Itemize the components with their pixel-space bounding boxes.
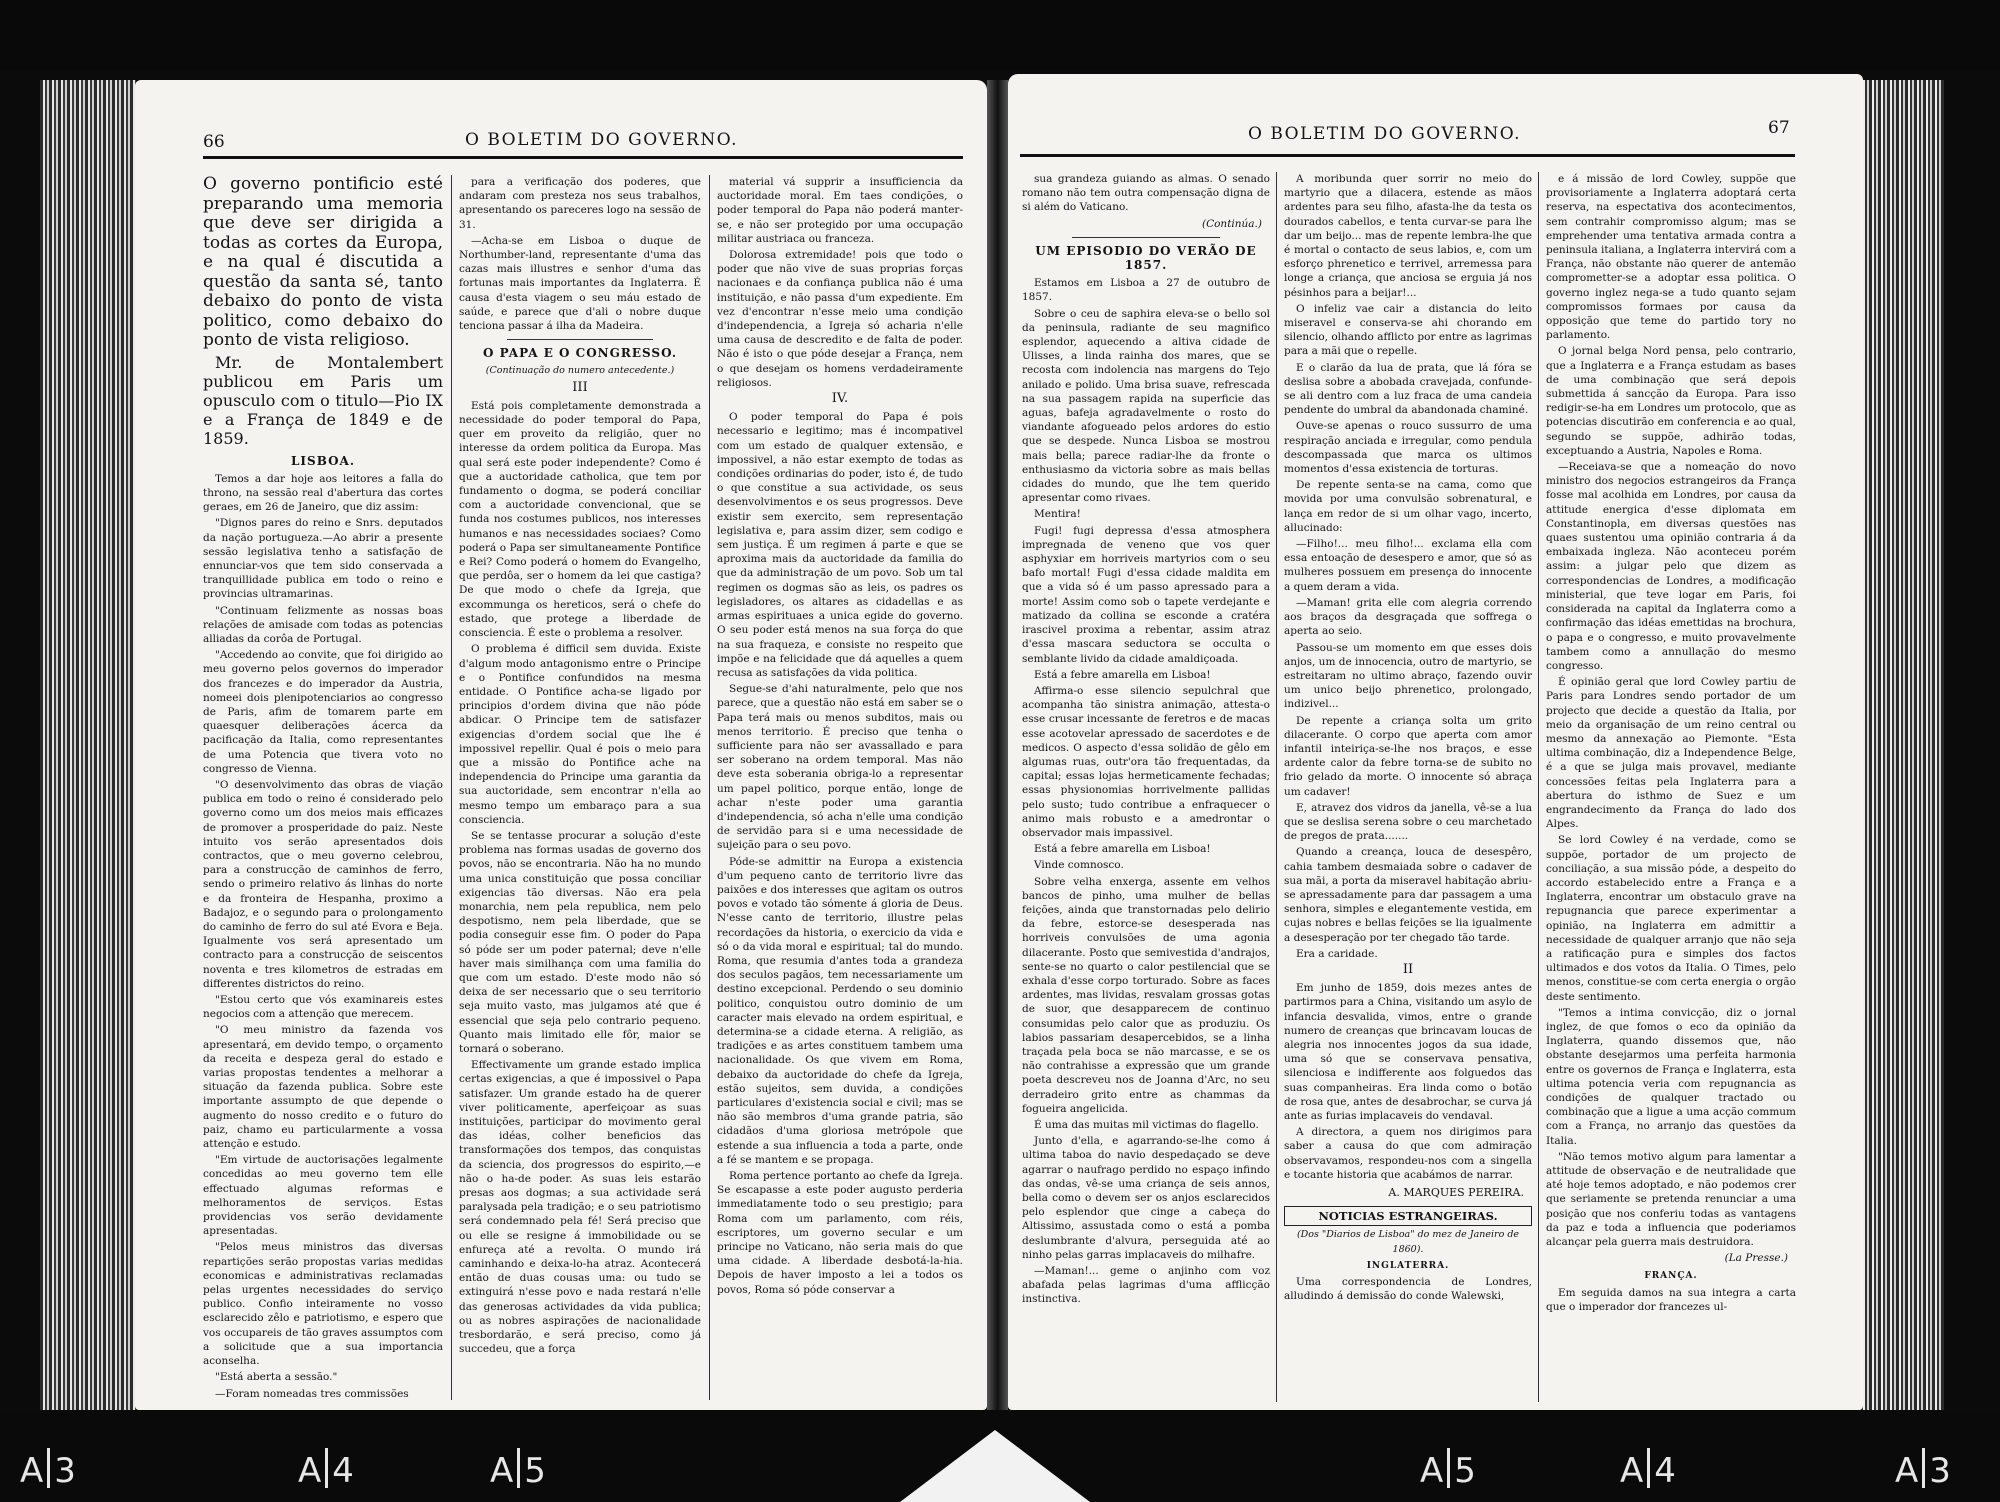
header-rule-right xyxy=(1020,154,1795,157)
author-signature: A. MARQUES PEREIRA. xyxy=(1388,1186,1524,1200)
section-title-episodio: UM EPISODIO DO VERÃO DE 1857. xyxy=(1035,243,1257,273)
left-page xyxy=(135,80,987,1410)
paragraph: sua grandeza guiando as almas. O senado romano não tem outra compensação digna de si além do Vaticano. xyxy=(1022,173,1270,214)
scan-mark: A 4 xyxy=(298,1448,354,1491)
source-note: (La Presse.) xyxy=(1724,1252,1788,1265)
paragraph: O jornal belga Nord pensa, pelo contrario, que a Inglaterra e a França estudam as bases de uma combinação que será depois submettida á sancção da Europa. Para isso redigir-se-ha em Londres um protocolo, que as potencias discutirão em conferencia e ao qual, segundo se suppõe, adhirão todas, exceptuando a Austria, Napoles e Roma. xyxy=(1546,345,1796,457)
paragraph: De repente senta-se na cama, como que movida por uma convulsão sobrenatural, e lança em redor de si um olhar vago, incerto, allucinado: xyxy=(1284,479,1532,534)
paragraph: —Maman!... geme o anjinho com voz abafada pelas lagrimas d'uma afflicção instinctiva. xyxy=(1022,1265,1270,1306)
paragraph: Em seguida damos na sua integra a carta que o imperador dor francezes ul- xyxy=(1546,1286,1796,1313)
running-header-right: O BOLETIM DO GOVERNO. xyxy=(1248,124,1522,144)
book-gutter xyxy=(987,80,1008,1420)
paragraph: Quando a creança, louca de desespêro, cahia tambem desmaiada sobre o cadaver de sua mãi, a porta da miseravel habitação abriu-se apressadamente para dar passagem a uma senhora, simples e elegantemente vestida, em cujas nobres e bellas feições se lia igualmente a desesperação por ter chegado tão tarde. xyxy=(1284,846,1532,944)
roman-numeral-iii: III xyxy=(572,379,588,395)
paragraph: "Estou certo que vós examinareis estes negocios com a attenção que merecem. xyxy=(203,994,443,1021)
paragraph-list xyxy=(1022,172,1270,215)
paragraph: O poder temporal do Papa é pois necessario e legitimo; mas é incompativel com um estado de qualquer extensão, e impossivel, a não estar exempto de todas as condições ordinarias do poder, isto é, de tudo o que constitue a sua actividade, os seus desenvolvimentos e os seus progressos. Deve existir sem exercito, sem representação legislativa e, para assim dizer, sem codigo e sem justiça. É um regimen á parte e que se aproxima mais da auctoridade da familia do que da administração de um povo. Sob um tal regimen os dogmas são as leis, os padres os legisladores, os altares as cidadellas e as armas espirituaes a unica egide do governo. O seu poder está menos na sua força do que na sua fraqueza, e consiste no respeito que impõe e na felicidade que dá aquelles a quem recusa as satisfações da vida politica. xyxy=(717,411,963,679)
column-rule xyxy=(1276,172,1277,1402)
paragraph: Effectivamente um grande estado implica certas exigencias, a que é impossivel o Papa satisfazer. Um grande estado ha de querer viver politicamente, aperfeiçoar as suas instituições, participar do movimento geral das idéas, colher beneficios das transformações dos tempos, das conquistas da sciencia, dos progressos do espirito,—e não o ha-de poder. As suas leis estarão presas aos dogmas; a sua actividade será paralysada pela tradição; e o seu patriotismo será condemnado pela fé! Será preciso que ou elle se resigne á immobilidade ou se enfureça até a revolta. O mundo irá caminhando e deixa-lo-ha atraz. Acontecerá então de duas cousas uma: ou tudo se extinguirá n'esse povo e nada restará n'elle das generosas actividades da vida publica; ou as nobres aspirações de nacionalidade tresbordarão, e será preciso, como já succedeu, que a força xyxy=(459,1059,701,1356)
header-rule-left xyxy=(203,156,963,159)
paragraph: material vá supprir a insufficiencia da auctoridade moral. Em taes condições, o poder temporal do Papa não poderá manter-se, e não ser protegido por uma occupação militar austriaca ou franceza. xyxy=(717,176,963,245)
right-column-1 xyxy=(1022,172,1270,1402)
paragraph: Uma correspondencia de Londres, alludindo á demissão do conde Walewski, xyxy=(1284,1276,1532,1303)
paragraph: "Continuam felizmente as nossas boas relações de amisade com todas as potencias alliadas da corôa de Portugal. xyxy=(203,604,443,645)
paragraph: É uma das muitas mil victimas do flagello. xyxy=(1034,1119,1259,1131)
paragraph: —Foram nomeadas tres commissões xyxy=(215,1387,409,1400)
paragraph: "Não temos motivo algum para lamentar a attitude de observação e de neutralidade que até hoje temos adoptado, e não podemos crer que seriamente se pretenda renunciar a uma posição que nos conferiu todas as vantagens da paz e toda a influencia que poderiamos alcançar pela guerra mais destruidora. xyxy=(1546,1150,1796,1249)
paragraph: A directora, a quem nos dirigimos para saber a causa do que com admiração observavamos, respondeu-nos com a singella e tocante historia que acabámos de narrar. xyxy=(1284,1126,1532,1181)
paragraph: e á missão de lord Cowley, suppõe que provisoriamente a Inglaterra adoptará certa reserva, na espectativa dos acontecimentos, sem contrahir compromisso algum; mas se emprehender uma tentativa armada contra a peninsula italiana, a Inglaterra intervirá com a França, não obstante não querer de antemão comprometter-se a adoptar essa politica. O governo inglez nega-se a tudo quanto sejam compromissos formaes por causa da opposição que teme do partido tory no parlamento. xyxy=(1546,173,1796,342)
country-heading-inglaterra: INGLATERRA. xyxy=(1366,1260,1450,1271)
column-rule xyxy=(451,175,452,1400)
paragraph: —Filho!... meu filho!... exclama ella com essa entoação de desespero e amor, que só as mulheres possuem em presença do innocente a quem deram a vida. xyxy=(1284,538,1532,593)
page-number-left: 66 xyxy=(203,132,225,152)
paragraph: "Accedendo ao convite, que foi dirigido ao meu governo pelos governos do imperador dos francezes e do imperador da Austria, nomeei dois plenipotenciarios ao congresso de Paris, afim de tomarem parte em quaesquer deliberações ácerca da pacificação da Italia, como representantes de uma Potencia que tivera voto no congresso de Vienna. xyxy=(203,649,443,775)
paragraph: Affirma-o esse silencio sepulchral que acompanha tão sinistra animação, attesta-o esse crusar incessante de feretros e de macas esse acotovelar apressado de sacerdotes e de medicos. O aspecto d'essa solidão de gêlo em algumas ruas, outr'ora tão frequentadas, da capital; essas lojas hermeticamente fechadas; essas physionomias horrivelmente pallidas pelo susto; tudo contribue a enfraquecer o animo mais robusto e a amedrontar o observador mais impassivel. xyxy=(1022,684,1270,839)
paragraph: "Está aberta a sessão." xyxy=(215,1371,338,1384)
paragraph: —Receiava-se que a nomeação do novo ministro dos negocios estrangeiros da França fosse mal acolhida em Londres, por causa da attitude energica d'esse diplomata em Constantinopla, em diversas questões nas quaes sustentou uma opinião contraria á da embaixada ingleza. Não aconteceu porém assim: a julgar pelo que dizem as correspondencias de Londres, a modificação ministerial, que teve logar em Paris, foi considerada na capital da Inglaterra como a confirmação das idéas emettidas na brochura, o papa e o congresso, e muito provavelmente tambem como a annullação do mesmo congresso. xyxy=(1546,461,1796,672)
running-header-left: O BOLETIM DO GOVERNO. xyxy=(465,130,739,150)
paragraph: Passou-se um momento em que esses dois anjos, um de innocencia, outro de martyrio, se estreitaram no ultimo abraço, fazendo ouvir um unico beijo phrenetico, prolongado, indizivel... xyxy=(1284,641,1532,711)
section-subtitle: (Dos "Diarios de Lisboa" do mez de Janeiro de 1860). xyxy=(1296,1229,1520,1255)
paragraph: "O meu ministro da fazenda vos apresentará, em devido tempo, o orçamento da receita e despeza geral do estado e varias propostas tendentes a melhorar a situação da fazenda publica. Sobre este importante assumpto de que depende o augmento do nosso credito e o futuro do paiz, chamo eu particularmente a vossa attenção e estudo. xyxy=(203,1024,443,1151)
paragraph: Estamos em Lisboa a 27 de outubro de 1857. xyxy=(1022,277,1270,304)
right-page xyxy=(1008,74,1863,1410)
paragraph-list xyxy=(1284,172,1532,961)
country-heading-franca: FRANÇA. xyxy=(1644,1271,1698,1282)
paragraph: Em junho de 1859, dois mezes antes de partirmos para a China, visitando um asylo de infancia desvalida, vimos, entre o grande numero de creanças que brincavam loucas de alegria nos innocentes jogos da sua idade, uma só que se conservava pensativa, silenciosa e indifferente aos folguedos das suas companheiras. Era linda como o botão de rosa que, antes de desabrochar, se curva já ante as furias implacaveis do vendaval. xyxy=(1284,982,1532,1122)
paragraph: Se se tentasse procurar a solução d'este problema nas formas usadas de governo dos povos, não se encontraria. Não ha no mundo uma unica constituição que possa conciliar exigencias tão diversas. Não era pela monarchia, nem pela republica, nem pelo despotismo, nem pela liberdade, que se podia conseguir esse fim. O poder do Papa só póde ser um poder paternal; deve n'elle haver mais similhança com uma familia do que com um estado. D'este modo não só deixa de ser necessario que o seu territorio seja muito vasto, mas julgamos até que é essencial que seja pelo contrario pequeno. Quanto mais limitado elle fôr, maior se tornará o soberano. xyxy=(459,829,701,1055)
scan-mark: A 5 xyxy=(1420,1448,1476,1491)
page-number-right: 67 xyxy=(1768,118,1790,138)
section-title-papa-congresso: O PAPA E O CONGRESSO. xyxy=(482,346,678,361)
roman-numeral-iv: IV. xyxy=(831,391,849,407)
continua-note: (Continúa.) xyxy=(1201,217,1262,230)
lead-paragraph-2: Mr. de Montalembert publicou em Paris um opusculo com o titulo—Pio IX e a França de 1849 e de 1859. xyxy=(203,352,443,448)
paragraph-list xyxy=(459,175,701,333)
paragraph: Mentira! xyxy=(1034,508,1081,521)
paragraph: Sobre o ceu de saphira eleva-se o bello sol da peninsula, radiante de seu magnifico esplendor, aquecendo a altiva cidade de Ulisses, a linda rainha dos mares, que se recosta com indolencia nas margens do Tejo anilado e polido. Uma brisa suave, refrescada na sua passagem rapida na superficie das aguas, bafeja agradavelmente o rosto do viandante afogueado pelos ardores do estio que se despede. Nunca Lisboa se mostrou mais bella; parece radiar-lhe da fronte o enthusiasmo da victoria sobre as mais bellas cidades do mundo, que lhe tem querido apresentar como rivaes. xyxy=(1022,307,1270,505)
paragraph-list xyxy=(1022,276,1270,1306)
section-title-lisboa: LISBOA. xyxy=(290,453,356,468)
paragraph: E o clarão da lua de prata, que lá fóra se deslisa sobre a abobada cravejada, confunde-se ali dentro com a luz fraca de uma candeia pendente do umbral da abandonada chaminé. xyxy=(1284,361,1532,417)
paragraph: E, atravez dos vidros da janella, vê-se a lua que se deslisa serena sobre o ceu marchetado de pregos de prata....... xyxy=(1284,801,1532,843)
paragraph-list xyxy=(1546,172,1796,1249)
paragraph: De repente a criança solta um grito dilacerante. O corpo que aperta com amor infantil inteiriça-se-lhe nos braços, e esse ardente calor da febre torna-se de subito no frio gelado da morte. O innocente só abraça um cadaver! xyxy=(1284,714,1532,798)
paragraph: Segue-se d'ahi naturalmente, pelo que nos parece, que a questão não está em saber se o Papa terá mais ou menos subditos, mais ou menos territorio. É preciso que tenha o sufficiente para não ser avassallado e para ser soberano na ordem temporal. Mas não deve esta soberania obriga-lo a representar um papel politico, porque então, longe de achar n'este poder uma garantia d'independencia, só acha n'elle uma condição de servidão para si e uma necessidade de sujeição para o seu povo. xyxy=(717,683,963,852)
paragraph: O problema é difficil sem duvida. Existe d'algum modo antagonismo entre o Principe e o Pontifice confundidos na mesma entidade. O Pontifice acha-se ligado por principios d'ordem divina que não póde abdicar. O Principe tem de satisfazer exigencias d'ordem social que lhe é impossivel repellir. Qual é pois o meio para que a missão do Pontifice ache na independencia do Principe uma garantia da sua auctoridade, sem encontrar n'ella ao mesmo tempo um embaraço para a sua consciencia. xyxy=(459,643,701,826)
paragraph: Sobre velha enxerga, assente em velhos bancos de pinho, uma mulher de bellas feições, ainda que transtornadas pelo delirio da febre, estorce-se desesperada nas horriveis convulsões de uma agonia dilacerante. Posto que semivestida d'andrajos, sente-se no quarto o calor pestilencial que se exhala d'esse corpo torturado. Sobre as faces ardentes, mas lividas, resvalam grossas gotas de suor, que desapparecem de continuo consumidas pelo calor que as produziu. Os labios passariam desapercebidos, se a linha traçada pela boca se não marcasse, e se os não contrahisse a expressão que um grande poeta descreveu nos de Joanna d'Arc, no seu derradeiro grito entre as chammas da fogueira angelicida. xyxy=(1022,875,1270,1115)
paragraph: "O desenvolvimento das obras de viação publica em todo o reino é considerado pelo governo como um dos meios mais efficazes de promover a prosperidade do paiz. Neste intuito vos serão apresentados dois contractos, que o meu governo celebrou, para a construcção de caminhos de ferro, sendo o primeiro relativo ás linhas do norte e da fronteira de Hespanha, proximo a Badajoz, e o segundo para o prolongamento do caminho de ferro do sul até Evora e Beja. Igualmente vos será apresentado um contracto para a construcção de seiscentos noventa e tres kilometros de estradas em differentes districtos do reino. xyxy=(203,778,443,990)
paragraph: para a verificação dos poderes, que andaram com presteza nos seus trabalhos, apresentando os pareceres logo na sessão de 31. xyxy=(459,176,701,231)
paragraph: Temos a dar hoje aos leitores a falla do throno, na sessão real d'abertura das cortes geraes, em 26 de Janeiro, que diz assim: xyxy=(203,472,443,514)
left-column-1 xyxy=(203,175,443,1400)
paragraph: É opinião geral que lord Cowley partiu de Paris para Londres sendo portador de um projecto que decide a questão da Italia, por meio da organisação de um reino central ou mesmo da annexação ao Piemonte. "Esta ultima combinação, diz a Independence Belge, é a que se julga mais provavel, mediante concessões feitas pela Inglaterra para a abertura do isthmo de Suez e um engrandecimento da França do lado dos Alpes. xyxy=(1546,676,1796,831)
divider xyxy=(1072,237,1221,238)
paragraph-list xyxy=(1284,1275,1532,1303)
paragraph: Fugi! fugi depressa d'essa atmosphera impregnada de veneno que vos quer asphyxiar em horriveis martyrios com o seu bafo mortal! Fugi d'essa cidade maldita em que a vida só é um passo apressado para a morte! Assim como sob o tapete verdejante e matizado da collina se esconde a cratéra irascivel proxima a rebentar, assim atraz d'essa mascara seductora se occulta o semblante livido da cidade amaldiçoada. xyxy=(1022,524,1270,665)
paragraph: Se lord Cowley é na verdade, como se suppõe, portador de um projecto de conciliação, a sua missão póde, a despeito do accordo estabelecido entre a França e a Inglaterra, encontrar um obstaculo grave na repugnancia que parece experimentar a opinião, na Inglaterra em admittir a necessidade de qualquer arranjo que não seja a ratificação pura e simples dos factos ultimados e dos votos da Italia. O Times, pelo menos, constitue-se com certa energia o orgão deste sentimento. xyxy=(1546,834,1796,1003)
scan-mark: A 4 xyxy=(1620,1448,1676,1491)
right-column-3 xyxy=(1546,172,1796,1402)
paragraph: Ouve-se apenas o rouco sussurro de uma respiração anciada e irregular, como pendula descompassada que marca os ultimos momentos d'essa existencia de torturas. xyxy=(1284,420,1532,476)
roman-numeral-ii: II xyxy=(1402,961,1414,977)
page-edges-left xyxy=(40,80,136,1410)
paragraph: Está a febre amarella em Lisboa! xyxy=(1034,668,1211,681)
divider xyxy=(507,339,652,340)
column-rule xyxy=(709,175,710,1400)
section-title-noticias-estrangeiras: NOTICIAS ESTRANGEIRAS. xyxy=(1284,1206,1532,1226)
paragraph: Junto d'ella, e agarrando-se-lhe como á ultima taboa do navio despedaçado se deve agarrar o naufrago perdido no espaço infindo das ondas, vê-se uma criança de seis annos, bella como o devem ser os anjos esclarecidos pelo esplendor que cinge a cabeça do Altissimo, assustada como o está a pomba deslumbrante d'alvura, perseguida até ao ninho pelas garras implacaveis do milhafre. xyxy=(1022,1135,1270,1261)
scan-mark: A 3 xyxy=(20,1448,76,1491)
paragraph: Póde-se admittir na Europa a existencia d'um pequeno canto de territorio livre das paixões e dos interesses que agitam os outros povos e votado tão sómente á gloria de Deus. N'esse canto de territorio, illustre pelas recordações da historia, o exercicio da vida e só o da vida moral e espiritual; tal do mundo. Roma, que resumia d'antes toda a grandeza dos seculos pagãos, tem necessariamente um destino excepcional. Perdendo o seu dominio politico, conquistou outro dominio de um caracter mais elevado na ordem espiritual, e determina-se a cidade eterna. A religião, as tradições e as artes constituem tambem uma nacionalidade. Os que vivem em Roma, debaixo da auctoridade do chefe da Igreja, estão sujeitos, sem duvida, a condições particulares d'existencia social e civil; mas se não são membros d'uma grande patria, são cidadãos d'uma gloriosa metrópole que estende a sua influencia a toda a parte, onde a fé se mantem e se propaga. xyxy=(717,855,963,1166)
paragraph: Está a febre amarella em Lisboa! xyxy=(1034,843,1211,856)
lead-paragraph: O governo pontificio esté preparando uma memoria que deve ser dirigida a todas as cortes da Europa, e na qual é discutida a questão da santa sé, tanto debaixo do ponto de vista politico, como debaixo do ponto de vista religioso. xyxy=(203,175,443,350)
paragraph: Dolorosa extremidade! pois que todo o poder que não vive de suas proprias forças nacionaes e da confiança publica não é uma instituição, e não passa d'um expediente. Em vez d'encontrar n'esse meio uma condição d'independencia, a Igreja só acharia n'elle uma causa de descredito e de falta de poder. Não é isto o que póde desejar a França, nem o que desejam os homens verdadeiramente religiosos. xyxy=(717,249,963,389)
paragraph-list xyxy=(1284,981,1532,1182)
paragraph: Está pois completamente demonstrada a necessidade do poder temporal do Papa, quer em proveito da religião, quer no interesse da ordem politica da Europa. Mas qual será este poder independente? Como é que a auctoridade catholica, que tem por fundamento o dogma, se poderá conciliar com a auctoridade convencional, que se funda nos costumes publicos, nos interesses humanos e nas necessidades sociaes? Como poderá o Papa ser simultaneamente Pontifice e Rei? Como poderá o homem do Evangelho, que perdôa, ser o homem da lei que castiga? De que modo o chefe da Igreja, que excommunga os hereticos, será o chefe do estado, que protege a liberdade de consciencia. É este o problema a resolver. xyxy=(459,399,701,640)
paragraph-list xyxy=(203,472,443,1400)
paragraph: "Temos a intima convicção, diz o jornal inglez, de que fomos o eco da opinião da Inglaterra, quando dissemos que, não obstante desejarmos uma perfeita harmonia entre os governos de França e Inglaterra, esta ultima potencia veria com repugnancia as condições de qualquer tractado ou combinação que a ligue a uma acção commum com a França, no arranjo das questões da Italia. xyxy=(1546,1006,1796,1147)
paragraph: —Maman! grita elle com alegria correndo aos braços da desgraçada que soffrega o aperta ao seio. xyxy=(1284,596,1532,638)
paragraph: Vinde comnosco. xyxy=(1034,859,1124,872)
scan-mark: A 5 xyxy=(490,1448,546,1491)
paragraph-list xyxy=(459,399,701,1357)
left-column-2 xyxy=(459,175,701,1400)
scan-border-top xyxy=(0,0,2000,70)
page-edges-right xyxy=(1858,80,1944,1410)
paragraph: A moribunda quer sorrir no meio do martyrio que a dilacera, estende as mãos ardentes para seu filho, afasta-lhe da testa os dourados cabellos, e tenta curvar-se para lhe dar um beijo... mas de repente lembra-lhe que é mortal o contacto de seus labios, e, com um esforço phrenetico e terrivel, arremessa para longe a criança, que anciosa se erguia já nos pésinhos para a beijar!... xyxy=(1284,173,1532,299)
paragraph: "Dignos pares do reino e Snrs. deputados da nação portugueza.—Ao abrir a presente sessão legislativa tenho a satisfação de ennunciar-vos que tem sido conservada a tranquillidade publica em todo o reino e provincias ultramarinas. xyxy=(203,517,443,601)
left-column-3 xyxy=(717,175,963,1400)
paragraph: "Pelos meus ministros das diversas repartições serão propostas varias medidas economicas e administrativas reclamadas pelas urgentes necessidades do serviço publico. Confio inteiramente no vosso esclarecido zêlo e patriotismo, e espero que vos occupareis de tão graves assumptos com a solicitude que a sua importancia aconselha. xyxy=(203,1241,443,1368)
paragraph: O infeliz vae cair a distancia do leito miseravel e conserva-se ahi chorando em silencio, olhando afflicto por entre as lagrimas para a mãi que o repelle. xyxy=(1284,302,1532,358)
column-rule xyxy=(1538,172,1539,1402)
scan-mark: A 3 xyxy=(1895,1448,1951,1491)
right-column-2 xyxy=(1284,172,1532,1402)
paragraph: —Acha-se em Lisboa o duque de Northumber-land, representante d'uma das cazas mais illustres e senhor d'uma das fortunas mais importantes da Inglaterra. É causa d'esta viagem o seu máu estado de saúde, e parece que d'ali o nobre duque tenciona passar á ilha da Madeira. xyxy=(459,234,701,333)
paragraph: Roma pertence portanto ao chefe da Igreja. Se escapasse a este poder augusto perderia immediatamente todo o seu prestigio; para Roma com um parlamento, com réis, escriptores, um governo secular e um principe no Vaticano, não seria mais do que uma cidade. A liberdade desbotá-la-hia. Depois de haver imposto a lei a todos os povos, Roma só póde conservar a xyxy=(717,1170,963,1296)
paragraph: "Em virtude de auctorisações legalmente concedidas ao meu governo tem elle effectuado algumas reformas e melhoramentos de serviços. Estas providencias vos serão devidamente apresentadas. xyxy=(203,1154,443,1238)
paragraph-list xyxy=(717,175,963,390)
paragraph-list xyxy=(717,410,963,1297)
paragraph-list xyxy=(1546,1286,1796,1314)
paragraph: Era a caridade. xyxy=(1296,947,1378,960)
section-subtitle: (Continuação do numero antecedente.) xyxy=(485,365,675,377)
